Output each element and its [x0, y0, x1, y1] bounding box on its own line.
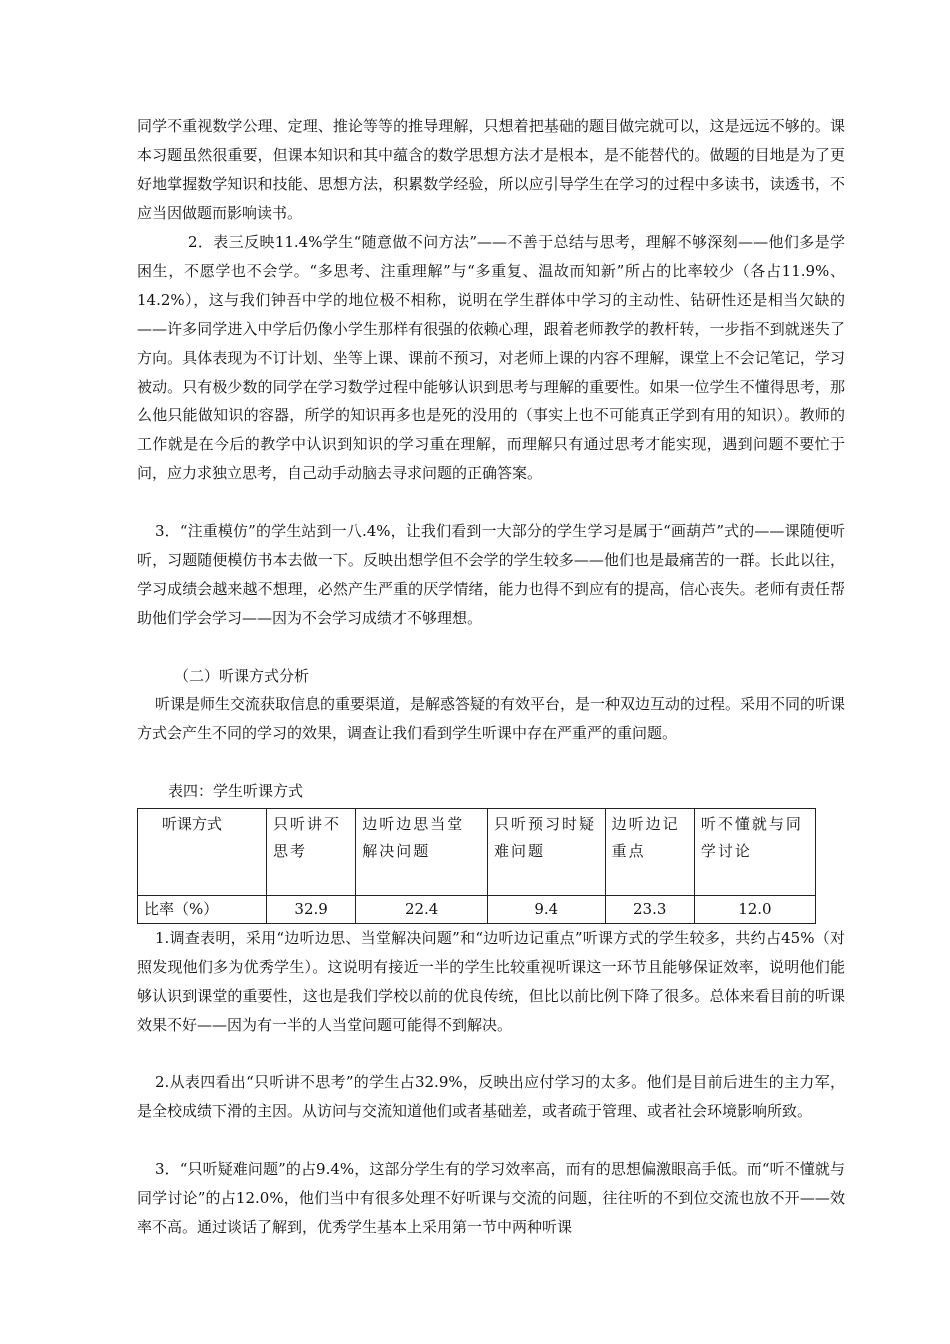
table-header-cell: 边听边记重点	[605, 809, 694, 896]
paragraph-listening-intro: 听课是师生交流获取信息的重要渠道，是解惑答疑的有效平台，是一种双边互动的过程。采用不同的听课方式会产生不同的学习的效果，调查让我们看到学生听课中存在严重严的重问题。	[137, 695, 846, 742]
table-header-row	[138, 809, 816, 896]
table-cell: 22.4	[356, 896, 488, 924]
table-header-cell: 只听讲不思考	[267, 809, 356, 896]
paragraph-finding-1: 1.调查表明，采用“边听边思、当堂解决问题”和“边听边记重点”听课方式的学生较多，共约占45%（对照发现他们多为优秀学生）。这说明有接近一半的学生比较重视听课这一环节且能够保证效率，说明他们能够认识到课堂的重要性，这也是我们学校以前的优良传统，但比以前比例下降了很多。总体来看目前的听课效果不好——因为有一半的人当堂问题可能得不到解决。	[137, 929, 845, 1034]
table-caption: 表四：学生听课方式	[168, 782, 304, 800]
listening-method-table	[137, 808, 816, 924]
table-header-cell: 听课方式	[138, 809, 267, 896]
table-cell: 32.9	[267, 896, 356, 924]
table-row-label: 比率（%）	[138, 896, 267, 924]
paragraph-continued: 同学不重视数学公理、定理、推论等等的推导理解，只想着把基础的题目做完就可以，这是远远不够的。课本习题虽然很重要，但课本知识和其中蕴含的数学思想方法才是根本，是不能替代的。做题的目地是为了更好地掌握数学知识和技能、思想方法，积累数学经验，所以应引导学生在学习的过程中多读书，读透书，不应当因做题而影响读书。	[137, 117, 845, 222]
section-heading: （二）听课方式分析	[174, 667, 310, 685]
table-row	[138, 896, 816, 924]
table-header-cell: 边听边思当堂解决问题	[356, 809, 488, 896]
table-header-cell: 听不懂就与同学讨论	[694, 809, 815, 896]
paragraph-finding-3: 3．“只听疑难问题”的占9.4%，这部分学生有的学习效率高，而有的思想偏激眼高手低。而“听不懂就与同学讨论”的占12.0%，他们当中有很多处理不好听课与交流的问题，往往听的不到位交流也放不开——效率不高。通过谈话了解到，优秀学生基本上采用第一节中两种听课	[137, 1160, 845, 1236]
paragraph-point-2: 2．表三反映11.4%学生“随意做不问方法”——不善于总结与思考，理解不够深刻——他们多是学困生，不愿学也不会学。“多思考、注重理解”与“多重复、温故而知新”所占的比率较少（各占11.9%、14.2%），这与我们钟吾中学的地位极不相称，说明在学生群体中学习的主动性、钻研性还是相当欠缺的——许多同学进入中学后仍像小学生那样有很强的依赖心理，跟着老师教学的教杆转，一步指不到就迷失了方向。具体表现为不订计划、坐等上课、课前不预习，对老师上课的内容不理解，课堂上不会记笔记，学习被动。只有极少数的同学在学习数学过程中能够认识到思考与理解的重要性。如果一位学生不懂得思考，那么他只能做知识的容器，所学的知识再多也是死的没用的（事实上也不可能真正学到有用的知识）。教师的工作就是在今后的教学中认识到知识的学习重在理解，而理解只有通过思考才能实现，遇到问题不要忙于问，应力求独立思考，自己动手动脑去寻求问题的正确答案。	[137, 233, 845, 483]
paragraph-finding-2: 2.从表四看出“只听讲不思考”的学生占32.9%，反映出应付学习的太多。他们是目前后进生的主力军，是全校成绩下滑的主因。从访问与交流知道他们或者基础差，或者疏于管理、或者社会环境影响所致。	[137, 1073, 845, 1120]
table-cell: 9.4	[488, 896, 606, 924]
table-header-cell: 只听预习时疑难问题	[488, 809, 606, 896]
paragraph-point-3: 3．“注重模仿”的学生站到一八.4%，让我们看到一大部分的学生学习是属于“画葫芦”式的——课随便听听，习题随便模仿书本去做一下。反映出想学但不会学的学生较多——他们也是最痛苦的一群。长此以往，学习成绩会越来越不想理，必然产生严重的厌学情绪，能力也得不到应有的提高，信心丧失。老师有责任帮助他们学会学习——因为不会学习成绩才不够理想。	[137, 522, 845, 627]
table-cell: 23.3	[605, 896, 694, 924]
table-cell: 12.0	[694, 896, 815, 924]
